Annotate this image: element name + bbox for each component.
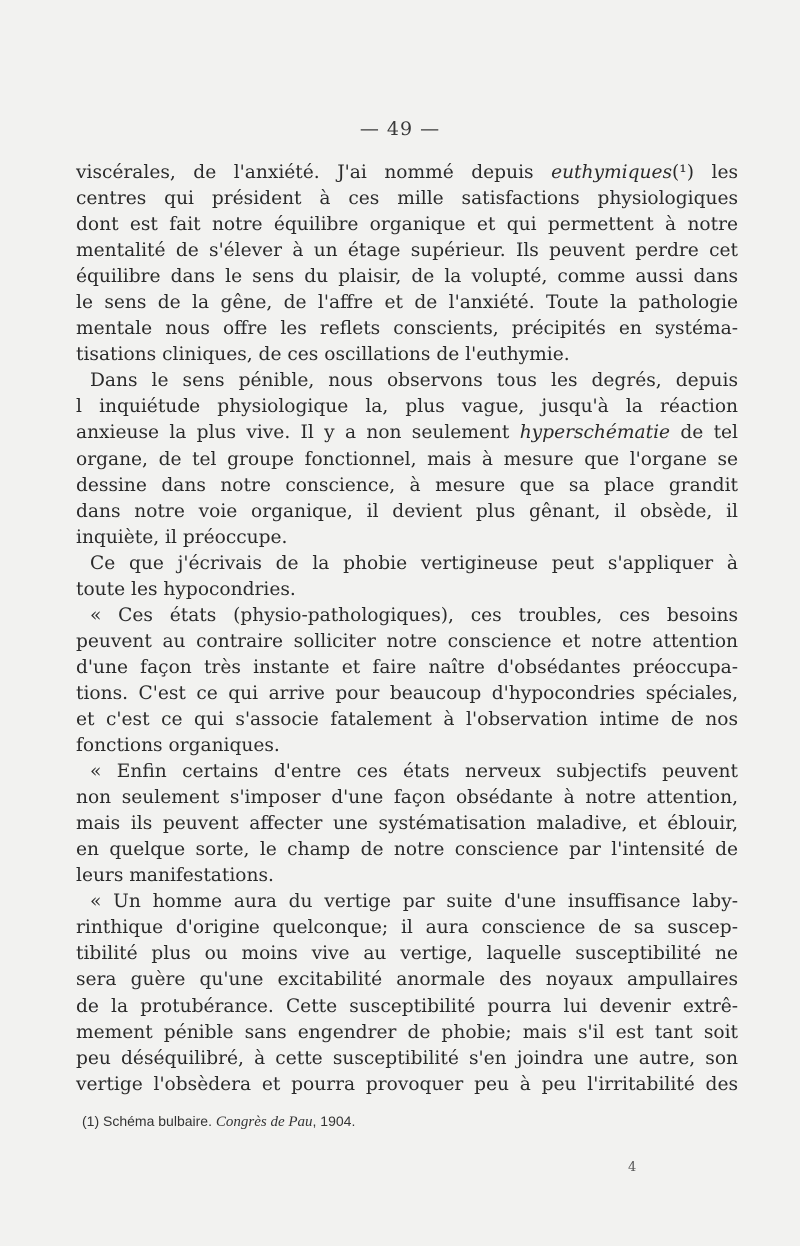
body-text [76,160,738,1098]
text-line: « Enfin certains d'entre ces états nerveux subjectifs peuvent [90,761,738,783]
text-line: tisations cliniques, de ces oscillations de l'euthymie. [76,344,570,366]
text-line: non seulement s'imposer d'une façon obsédante à notre attention, [76,787,738,809]
text-line: sera guère qu'une excitabilité anormale des noyaux ampullaires [76,969,738,991]
text-line: d'une façon très instante et faire naître d'obsédantes préoccupa- [76,656,738,678]
italic-term: hyperschématie [519,422,671,444]
text-line: équilibre dans le sens du plaisir, de la volupté, comme aussi dans [76,266,738,288]
text-line: fonctions organiques. [76,735,280,757]
text-line: toute les hypocondries. [76,578,296,600]
page-number: — 49 — [359,118,441,140]
signature-mark: 4 [628,1160,637,1175]
text-line: peu déséquilibré, à cette susceptibilité s'en joindra une autre, son [76,1047,738,1069]
text-line: rinthique d'origine quelconque; il aura conscience de sa suscep- [76,917,738,939]
text-line: le sens de la gêne, de l'affre et de l'anxiété. Toute la pathologie [76,292,738,314]
text-line: leurs manifestations. [76,865,274,887]
text-line: anxieuse la plus vive. Il y a non seulement hyperschématie de tel [76,422,739,444]
text-line: Ce que j'écrivais de la phobie vertigineuse peut s'appliquer à [90,552,738,574]
footnote-marker: (1) [82,1113,100,1129]
footnote-source: Congrès de Pau [215,1114,313,1130]
text-line: dans notre voie organique, il devient plus gênant, il obsède, il [76,500,738,522]
text-line: viscérales, de l'anxiété. J'ai nommé depuis euthymiques(¹) les [76,162,738,183]
text-line: dont est fait notre équilibre organique et qui permettent à notre [76,214,738,236]
text-line: et c'est ce qui s'associe fatalement à l'observation intime de nos [76,708,738,730]
text-line: « Ces états (physio-pathologiques), ces troubles, ces besoins [90,604,738,626]
text-line: Dans le sens pénible, nous observons tous les degrés, depuis [90,370,738,392]
text-line: mement pénible sans engendrer de phobie; mais s'il est tant soit [76,1021,738,1043]
text-line: de la protubérance. Cette susceptibilité pourra lui devenir extrê- [76,995,738,1017]
text-line: « Un homme aura du vertige par suite d'une insuffisance laby- [90,891,738,913]
text-line: mais ils peuvent affecter une systématisation maladive, et éblouir, [76,813,738,835]
footnote: (1) Schéma bulbaire. Congrès de Pau, 1904. [82,1113,356,1130]
text-line: centres qui président à ces mille satisfactions physiologiques [76,188,738,210]
text-line: mentalité de s'élever à un étage supérieur. Ils peuvent perdre cet [76,240,738,262]
text-line: l inquiétude physiologique la, plus vague, jusqu'à la réaction [76,396,738,418]
text-line: peuvent au contraire solliciter notre conscience et notre attention [76,630,738,652]
text-line: tions. C'est ce qui arrive pour beaucoup d'hypocondries spéciales, [76,682,738,704]
text-line: en quelque sorte, le champ de notre conscience par l'intensité de [76,839,738,861]
text-line: vertige l'obsèdera et pourra provoquer peu à peu l'irritabilité des [76,1073,738,1095]
text-line: inquiète, il préoccupe. [76,526,288,548]
text-line: dessine dans notre conscience, à mesure que sa place grandit [76,474,738,496]
italic-term: euthymiques [551,162,673,183]
text-line: organe, de tel groupe fonctionnel, mais à mesure que l'organe se [76,448,738,470]
text-line: mentale nous offre les reflets conscients, précipités en systéma- [76,318,738,340]
text-line: tibilité plus ou moins vive au vertige, laquelle susceptibilité ne [76,943,738,965]
